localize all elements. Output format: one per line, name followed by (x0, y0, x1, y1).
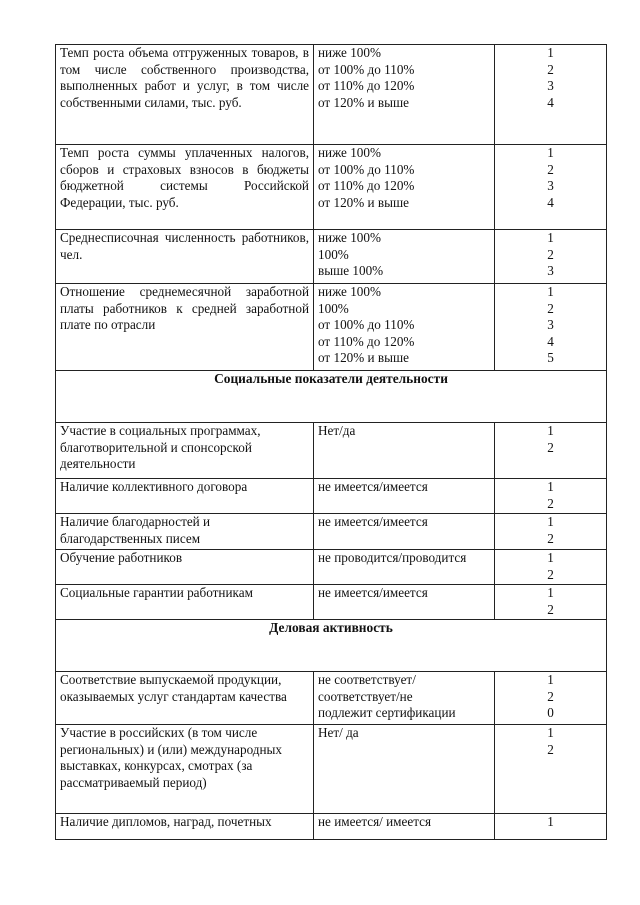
point-value: 1 (547, 230, 554, 245)
points-cell (495, 479, 607, 514)
option-text: не имеется/имеется (318, 514, 428, 529)
table-row (56, 284, 607, 371)
point-value: 2 (547, 601, 554, 617)
point-value: 1 (547, 284, 554, 299)
option-text: от 120% и выше (318, 94, 409, 110)
point-value: 2 (547, 530, 554, 546)
points-cell (495, 45, 607, 145)
point-value: 1 (547, 585, 554, 600)
table-row (56, 145, 607, 230)
indicator-cell: Наличие благодарностей и благодарственных писем (56, 514, 314, 550)
options-cell (314, 423, 495, 479)
point-value: 1 (547, 814, 554, 829)
point-value: 1 (547, 725, 554, 740)
option-text: от 110% до 120% (318, 78, 415, 93)
option-text: ниже 100% (318, 45, 381, 60)
section-row (56, 620, 607, 672)
table-row (56, 814, 607, 840)
point-value: 4 (547, 94, 554, 110)
option-text: от 110% до 120% (318, 178, 415, 193)
table-row (56, 45, 607, 145)
options-cell (314, 814, 495, 840)
indicator-cell: Темп роста объема отгруженных товаров, в том числе собственного производства, выполненных работ и услуг, в том числе собственными силами, тыс. руб. (56, 45, 314, 145)
option-text: ниже 100% (318, 284, 381, 299)
table-row (56, 672, 607, 725)
indicator-cell: Обучение работников (56, 550, 314, 585)
point-value: 2 (547, 246, 554, 262)
option-text: от 100% до 110% (318, 317, 415, 332)
points-cell (495, 672, 607, 725)
point-value: 1 (547, 45, 554, 60)
option-text: ниже 100% (318, 230, 381, 245)
point-value: 2 (547, 741, 554, 757)
point-value: 1 (547, 145, 554, 160)
options-cell (314, 725, 495, 814)
options-cell (314, 145, 495, 230)
options-cell (314, 585, 495, 620)
indicator-cell: Отношение среднемесячной заработной платы работников к средней заработной плате по отрасли (56, 284, 314, 371)
indicator-cell: Среднесписочная численность работников, чел. (56, 230, 314, 284)
point-value: 2 (547, 300, 554, 316)
criteria-table (55, 44, 607, 840)
option-text: Нет/ да (318, 725, 359, 740)
table-row (56, 479, 607, 514)
point-value: 1 (547, 514, 554, 529)
options-cell (314, 514, 495, 550)
option-text: выше 100% (318, 263, 384, 278)
option-text: не имеется/имеется (318, 585, 428, 600)
points-cell (495, 725, 607, 814)
indicator-cell: Наличие дипломов, наград, почетных (56, 814, 314, 840)
points-cell (495, 423, 607, 479)
options-cell (314, 284, 495, 371)
indicator-cell: Наличие коллективного договора (56, 479, 314, 514)
options-cell (314, 479, 495, 514)
section-row (56, 371, 607, 423)
table-row (56, 230, 607, 284)
option-text: от 120% и выше (318, 350, 409, 365)
point-value: 3 (547, 178, 554, 193)
point-value: 2 (547, 566, 554, 582)
option-text: Нет/да (318, 423, 356, 438)
indicator-cell: Участие в социальных программах, благотворительной и спонсорской деятельности (56, 423, 314, 479)
point-value: 4 (547, 333, 554, 349)
option-text: ниже 100% (318, 145, 381, 160)
point-value: 2 (547, 495, 554, 511)
points-cell (495, 585, 607, 620)
points-cell (495, 514, 607, 550)
options-cell (314, 45, 495, 145)
option-text: от 120% и выше (318, 194, 409, 210)
point-value: 1 (547, 479, 554, 494)
option-text: от 100% до 110% (318, 161, 415, 177)
point-value: 1 (547, 550, 554, 565)
table-row (56, 725, 607, 814)
section-heading-business: Деловая активность (56, 620, 607, 672)
option-text: не проводится/проводится (318, 550, 467, 565)
table-row (56, 550, 607, 585)
option-text: 100% (318, 300, 349, 316)
section-heading-social: Социальные показатели деятельности (56, 371, 607, 423)
table-row (56, 585, 607, 620)
point-value: 3 (547, 317, 554, 332)
point-value: 0 (547, 705, 554, 720)
point-value: 2 (547, 688, 554, 704)
point-value: 5 (547, 350, 554, 365)
option-text: подлежит сертификации (318, 705, 456, 720)
point-value: 1 (547, 423, 554, 438)
point-value: 2 (547, 61, 554, 77)
indicator-cell: Социальные гарантии работникам (56, 585, 314, 620)
option-text: от 110% до 120% (318, 333, 415, 349)
points-cell (495, 550, 607, 585)
point-value: 3 (547, 263, 554, 278)
indicator-cell: Соответствие выпускаемой продукции, оказываемых услуг стандартам качества (56, 672, 314, 725)
options-cell (314, 672, 495, 725)
options-cell (314, 550, 495, 585)
option-text: соответствует/не (318, 688, 413, 704)
point-value: 2 (547, 439, 554, 455)
option-text: 100% (318, 246, 349, 262)
points-cell (495, 814, 607, 840)
indicator-cell: Темп роста суммы уплаченных налогов, сборов и страховых взносов в бюджеты бюджетной системы Российской Федерации, тыс. руб. (56, 145, 314, 230)
table-row (56, 423, 607, 479)
point-value: 1 (547, 672, 554, 687)
points-cell (495, 145, 607, 230)
option-text: не имеется/ имеется (318, 814, 432, 829)
option-text: не соответствует/ (318, 672, 416, 687)
points-cell (495, 230, 607, 284)
point-value: 2 (547, 161, 554, 177)
point-value: 4 (547, 194, 554, 210)
options-cell (314, 230, 495, 284)
option-text: от 100% до 110% (318, 61, 415, 77)
points-cell (495, 284, 607, 371)
table-row (56, 514, 607, 550)
indicator-cell: Участие в российских (в том числе региональных) и (или) международных выставках, конкурсах, смотрах (за рассматриваемый период) (56, 725, 314, 814)
point-value: 3 (547, 78, 554, 93)
option-text: не имеется/имеется (318, 479, 428, 494)
